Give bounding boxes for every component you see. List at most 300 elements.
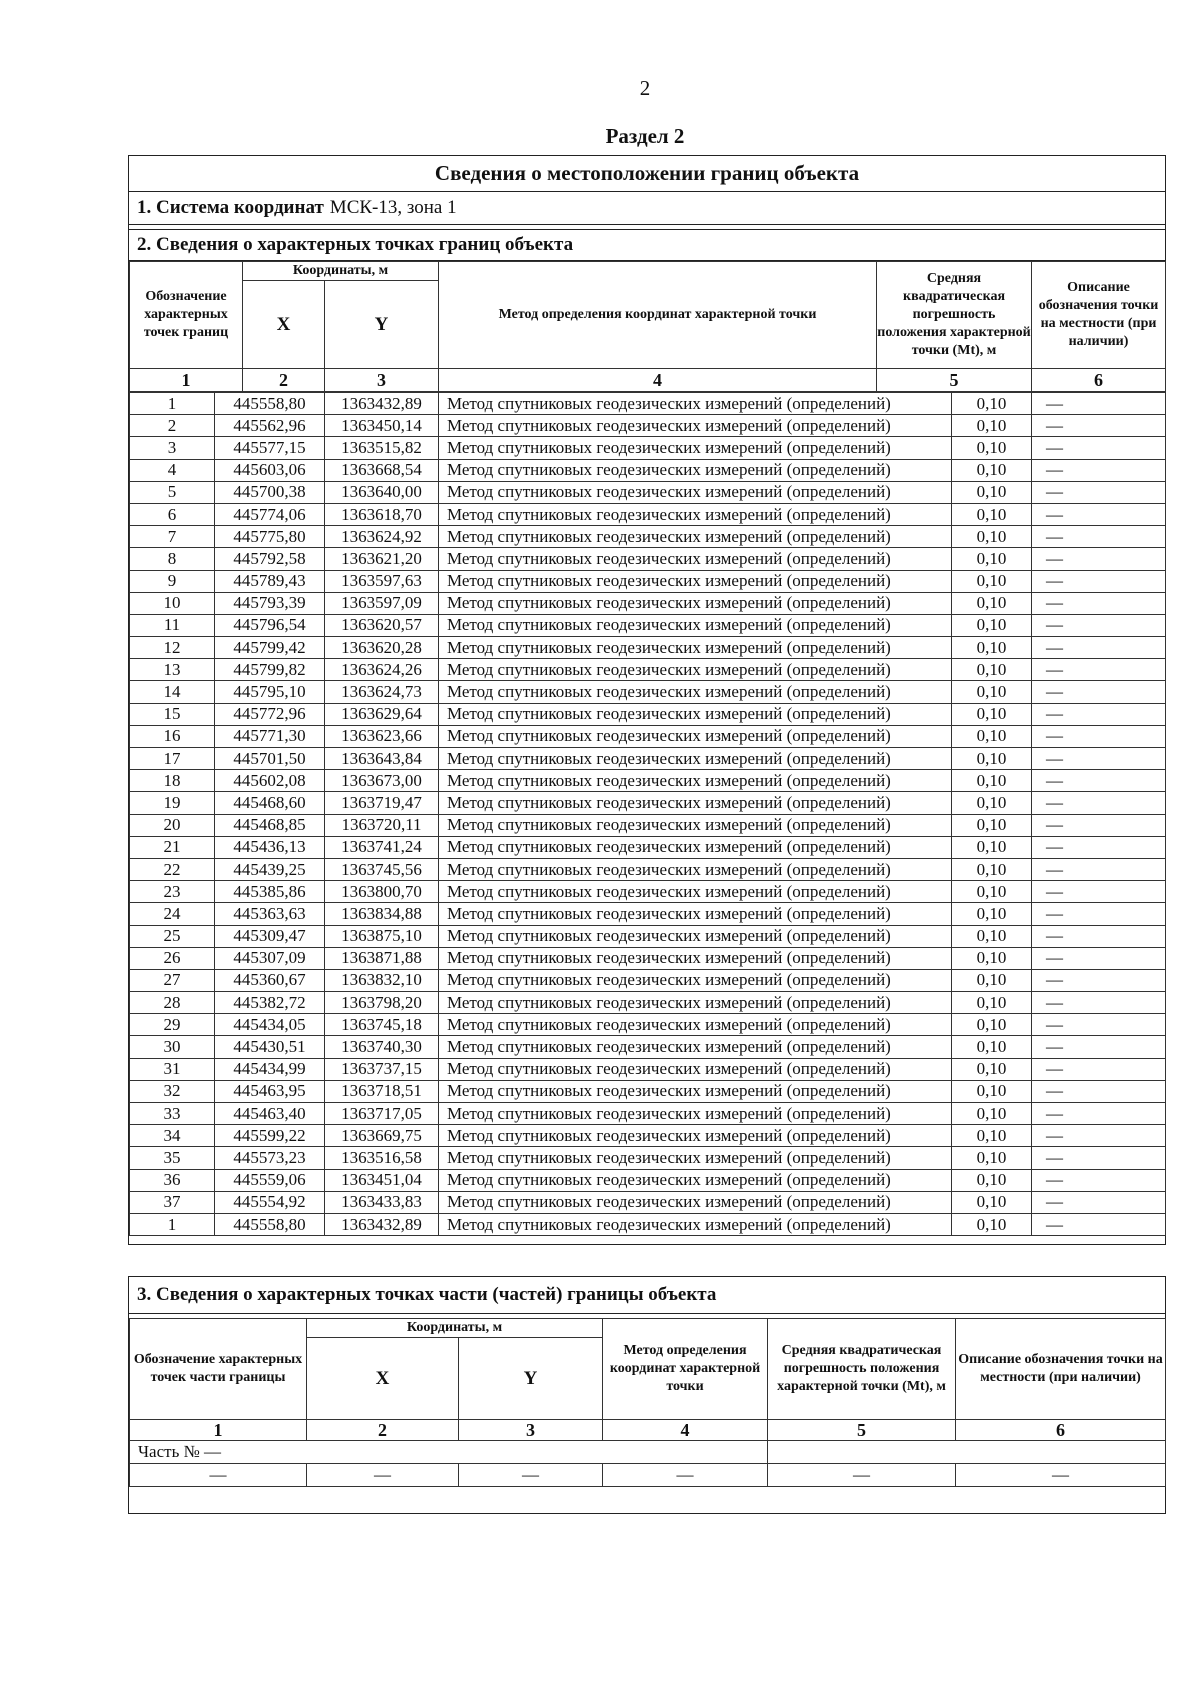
coord-y: 1363834,88 — [325, 903, 439, 925]
description-cell: — — [1032, 947, 1166, 969]
point-number: 26 — [130, 947, 215, 969]
header-method: Метод определения координат характерной точки — [439, 262, 877, 369]
coord-y: 1363745,18 — [325, 1014, 439, 1036]
coord-y: 1363621,20 — [325, 548, 439, 570]
table-row — [130, 659, 1166, 681]
coord-x: 445701,50 — [215, 748, 325, 770]
error-cell: 0,10 — [952, 503, 1032, 525]
table-row — [130, 1058, 1166, 1080]
error-cell: 0,10 — [952, 1058, 1032, 1080]
coord-x: 445774,06 — [215, 503, 325, 525]
table-row — [130, 503, 1166, 525]
coord-x: 445603,06 — [215, 459, 325, 481]
description-cell: — — [1032, 836, 1166, 858]
coord-system-line — [129, 192, 1165, 225]
page-number: 2 — [639, 76, 651, 100]
coord-y: 1363720,11 — [325, 814, 439, 836]
description-cell: — — [1032, 1191, 1166, 1213]
method-cell: Метод спутниковых геодезических измерений (определений) — [439, 1191, 952, 1213]
table-row — [130, 1169, 1166, 1191]
table-row — [130, 903, 1166, 925]
coord-y: 1363741,24 — [325, 836, 439, 858]
table-row — [130, 1147, 1166, 1169]
parts-dash-cell: — — [603, 1464, 768, 1487]
coord-y: 1363450,14 — [325, 415, 439, 437]
error-cell: 0,10 — [952, 725, 1032, 747]
coord-y: 1363432,89 — [325, 1213, 439, 1235]
description-cell: — — [1032, 437, 1166, 459]
error-cell: 0,10 — [952, 437, 1032, 459]
point-number: 1 — [130, 1213, 215, 1235]
point-number: 13 — [130, 659, 215, 681]
point-number: 15 — [130, 703, 215, 725]
coord-y: 1363717,05 — [325, 1103, 439, 1125]
table-row — [130, 1213, 1166, 1235]
table-row — [130, 393, 1166, 415]
method-cell: Метод спутниковых геодезических измерений (определений) — [439, 503, 952, 525]
point-number: 21 — [130, 836, 215, 858]
error-cell: 0,10 — [952, 1191, 1032, 1213]
description-cell: — — [1032, 570, 1166, 592]
points-table-body — [130, 393, 1166, 1236]
point-number: 25 — [130, 925, 215, 947]
description-cell: — — [1032, 725, 1166, 747]
point-number: 19 — [130, 792, 215, 814]
method-cell: Метод спутниковых геодезических измерений (определений) — [439, 792, 952, 814]
point-number: 10 — [130, 592, 215, 614]
parts-col-number: 1 — [130, 1420, 307, 1441]
parts-dash-cell: — — [130, 1464, 307, 1487]
description-cell: — — [1032, 703, 1166, 725]
coord-x: 445363,63 — [215, 903, 325, 925]
parts-col-number: 6 — [956, 1420, 1166, 1441]
table-row — [130, 415, 1166, 437]
error-cell: 0,10 — [952, 925, 1032, 947]
points-table-header — [129, 261, 1166, 392]
coord-y: 1363516,58 — [325, 1147, 439, 1169]
description-cell: — — [1032, 481, 1166, 503]
point-number: 20 — [130, 814, 215, 836]
method-cell: Метод спутниковых геодезических измерений (определений) — [439, 1036, 952, 1058]
coord-x: 445577,15 — [215, 437, 325, 459]
error-cell: 0,10 — [952, 459, 1032, 481]
coord-y: 1363871,88 — [325, 947, 439, 969]
coord-x: 445309,47 — [215, 925, 325, 947]
coord-x: 445793,39 — [215, 592, 325, 614]
coord-y: 1363623,66 — [325, 725, 439, 747]
coord-y: 1363740,30 — [325, 1036, 439, 1058]
error-cell: 0,10 — [952, 792, 1032, 814]
section3-heading: 3. Сведения о характерных точках части (частей) границы объекта — [129, 1277, 1165, 1314]
coord-x: 445799,42 — [215, 637, 325, 659]
header-description: Описание обозначения точки на местности (при наличии) — [1032, 262, 1166, 369]
coord-y: 1363745,56 — [325, 858, 439, 880]
parts-dash-cell: — — [459, 1464, 603, 1487]
method-cell: Метод спутниковых геодезических измерений (определений) — [439, 881, 952, 903]
description-cell: — — [1032, 770, 1166, 792]
coord-y: 1363832,10 — [325, 969, 439, 991]
point-number: 6 — [130, 503, 215, 525]
parts-header-y: Y — [459, 1338, 603, 1420]
description-cell: — — [1032, 1036, 1166, 1058]
point-number: 31 — [130, 1058, 215, 1080]
point-number: 17 — [130, 748, 215, 770]
point-number: 4 — [130, 459, 215, 481]
error-cell: 0,10 — [952, 858, 1032, 880]
point-number: 1 — [130, 393, 215, 415]
col-number: 2 — [243, 369, 325, 392]
table-row — [130, 881, 1166, 903]
section2-heading: 2. Сведения о характерных точках границ объекта — [129, 229, 1165, 261]
table-row — [130, 481, 1166, 503]
table-row — [130, 814, 1166, 836]
method-cell: Метод спутниковых геодезических измерений (определений) — [439, 592, 952, 614]
table-row — [130, 858, 1166, 880]
error-cell: 0,10 — [952, 570, 1032, 592]
col-number: 1 — [130, 369, 243, 392]
method-cell: Метод спутниковых геодезических измерений (определений) — [439, 814, 952, 836]
coord-x: 445385,86 — [215, 881, 325, 903]
method-cell: Метод спутниковых геодезических измерений (определений) — [439, 637, 952, 659]
coord-y: 1363640,00 — [325, 481, 439, 503]
table-row — [130, 725, 1166, 747]
point-number: 8 — [130, 548, 215, 570]
table-row — [130, 592, 1166, 614]
header-x: X — [243, 281, 325, 369]
table-row — [130, 925, 1166, 947]
point-number: 23 — [130, 881, 215, 903]
coord-x: 445468,85 — [215, 814, 325, 836]
coord-x: 445307,09 — [215, 947, 325, 969]
table-row — [130, 947, 1166, 969]
coord-x: 445382,72 — [215, 992, 325, 1014]
coord-system-value: МСК-13, зона 1 — [329, 197, 457, 218]
point-number: 37 — [130, 1191, 215, 1213]
parts-dash-cell: — — [956, 1464, 1166, 1487]
coord-x: 445599,22 — [215, 1125, 325, 1147]
frame-title: Сведения о местоположении границ объекта — [129, 156, 1165, 192]
table-row — [130, 1103, 1166, 1125]
method-cell: Метод спутниковых геодезических измерений (определений) — [439, 526, 952, 548]
point-number: 34 — [130, 1125, 215, 1147]
method-cell: Метод спутниковых геодезических измерений (определений) — [439, 770, 952, 792]
header-error: Средняя квадратическая погрешность положения характерной точки (Mt), м — [877, 262, 1032, 369]
part-label-empty — [768, 1441, 1166, 1464]
parts-col-number: 4 — [603, 1420, 768, 1441]
error-cell: 0,10 — [952, 548, 1032, 570]
point-number: 27 — [130, 969, 215, 991]
description-cell: — — [1032, 1147, 1166, 1169]
table-row — [130, 792, 1166, 814]
table-row — [130, 969, 1166, 991]
error-cell: 0,10 — [952, 969, 1032, 991]
table-row — [130, 614, 1166, 636]
method-cell: Метод спутниковых геодезических измерений (определений) — [439, 614, 952, 636]
parts-dash-cell: — — [768, 1464, 956, 1487]
point-number: 9 — [130, 570, 215, 592]
coord-x: 445771,30 — [215, 725, 325, 747]
method-cell: Метод спутниковых геодезических измерений (определений) — [439, 969, 952, 991]
coord-y: 1363673,00 — [325, 770, 439, 792]
table-row — [130, 703, 1166, 725]
header-designation: Обозначение характерных точек границ — [130, 262, 243, 369]
method-cell: Метод спутниковых геодезических измерений (определений) — [439, 393, 952, 415]
parts-col-number: 5 — [768, 1420, 956, 1441]
coord-y: 1363597,09 — [325, 592, 439, 614]
table-row — [130, 1014, 1166, 1036]
point-number: 16 — [130, 725, 215, 747]
description-cell: — — [1032, 1103, 1166, 1125]
point-number: 2 — [130, 415, 215, 437]
error-cell: 0,10 — [952, 393, 1032, 415]
method-cell: Метод спутниковых геодезических измерений (определений) — [439, 748, 952, 770]
method-cell: Метод спутниковых геодезических измерений (определений) — [439, 681, 952, 703]
table-row — [130, 1036, 1166, 1058]
coord-y: 1363737,15 — [325, 1058, 439, 1080]
point-number: 29 — [130, 1014, 215, 1036]
description-cell: — — [1032, 925, 1166, 947]
coord-x: 445573,23 — [215, 1147, 325, 1169]
parts-table — [129, 1318, 1166, 1487]
table-row — [130, 1191, 1166, 1213]
method-cell: Метод спутниковых геодезических измерений (определений) — [439, 415, 952, 437]
table-row — [130, 459, 1166, 481]
coord-x: 445562,96 — [215, 415, 325, 437]
method-cell: Метод спутниковых геодезических измерений (определений) — [439, 437, 952, 459]
description-cell: — — [1032, 1169, 1166, 1191]
error-cell: 0,10 — [952, 814, 1032, 836]
error-cell: 0,10 — [952, 1014, 1032, 1036]
coord-x: 445775,80 — [215, 526, 325, 548]
section-title: Раздел 2 — [605, 124, 685, 148]
table-row — [130, 836, 1166, 858]
coord-x: 445463,40 — [215, 1103, 325, 1125]
coord-y: 1363669,75 — [325, 1125, 439, 1147]
table-row — [130, 748, 1166, 770]
coord-y: 1363515,82 — [325, 437, 439, 459]
method-cell: Метод спутниковых геодезических измерений (определений) — [439, 1014, 952, 1036]
coord-y: 1363719,47 — [325, 792, 439, 814]
description-cell: — — [1032, 415, 1166, 437]
coord-y: 1363668,54 — [325, 459, 439, 481]
col-number: 5 — [877, 369, 1032, 392]
coord-y: 1363620,28 — [325, 637, 439, 659]
method-cell: Метод спутниковых геодезических измерений (определений) — [439, 947, 952, 969]
coord-y: 1363432,89 — [325, 393, 439, 415]
coord-x: 445799,82 — [215, 659, 325, 681]
coord-y: 1363624,73 — [325, 681, 439, 703]
table-row — [130, 437, 1166, 459]
col-number: 3 — [325, 369, 439, 392]
description-cell: — — [1032, 992, 1166, 1014]
error-cell: 0,10 — [952, 614, 1032, 636]
coord-x: 445360,67 — [215, 969, 325, 991]
coord-x: 445434,05 — [215, 1014, 325, 1036]
description-cell: — — [1032, 1213, 1166, 1235]
description-cell: — — [1032, 681, 1166, 703]
coord-y: 1363629,64 — [325, 703, 439, 725]
point-number: 7 — [130, 526, 215, 548]
coord-x: 445789,43 — [215, 570, 325, 592]
table-row — [130, 548, 1166, 570]
col-number: 4 — [439, 369, 877, 392]
point-number: 14 — [130, 681, 215, 703]
error-cell: 0,10 — [952, 659, 1032, 681]
description-cell: — — [1032, 393, 1166, 415]
point-number: 18 — [130, 770, 215, 792]
coord-y: 1363875,10 — [325, 925, 439, 947]
point-number: 3 — [130, 437, 215, 459]
description-cell: — — [1032, 548, 1166, 570]
coord-x: 445434,99 — [215, 1058, 325, 1080]
coord-x: 445463,95 — [215, 1080, 325, 1102]
coord-x: 445602,08 — [215, 770, 325, 792]
table-row — [130, 1080, 1166, 1102]
method-cell: Метод спутниковых геодезических измерений (определений) — [439, 858, 952, 880]
method-cell: Метод спутниковых геодезических измерений (определений) — [439, 725, 952, 747]
table-row — [130, 526, 1166, 548]
error-cell: 0,10 — [952, 681, 1032, 703]
header-y: Y — [325, 281, 439, 369]
coord-x: 445792,58 — [215, 548, 325, 570]
description-cell: — — [1032, 1125, 1166, 1147]
description-cell: — — [1032, 903, 1166, 925]
method-cell: Метод спутниковых геодезических измерений (определений) — [439, 481, 952, 503]
coord-y: 1363597,63 — [325, 570, 439, 592]
description-cell: — — [1032, 1014, 1166, 1036]
table-row — [130, 992, 1166, 1014]
header-coordinates: Координаты, м — [243, 262, 439, 281]
error-cell: 0,10 — [952, 1169, 1032, 1191]
method-cell: Метод спутниковых геодезических измерений (определений) — [439, 1058, 952, 1080]
table-row — [130, 570, 1166, 592]
description-cell: — — [1032, 748, 1166, 770]
parts-header-x: X — [307, 1338, 459, 1420]
table-row — [130, 770, 1166, 792]
description-cell: — — [1032, 459, 1166, 481]
description-cell: — — [1032, 1058, 1166, 1080]
description-cell: — — [1032, 881, 1166, 903]
error-cell: 0,10 — [952, 1103, 1032, 1125]
description-cell: — — [1032, 792, 1166, 814]
coord-x: 445468,60 — [215, 792, 325, 814]
point-number: 24 — [130, 903, 215, 925]
coord-system-label: 1. Система координат — [137, 197, 324, 218]
method-cell: Метод спутниковых геодезических измерений (определений) — [439, 1103, 952, 1125]
parts-header-method: Метод определения координат характерной точки — [603, 1319, 768, 1420]
description-cell: — — [1032, 503, 1166, 525]
coord-y: 1363798,20 — [325, 992, 439, 1014]
method-cell: Метод спутниковых геодезических измерений (определений) — [439, 548, 952, 570]
parts-header-error: Средняя квадратическая погрешность положения характерной точки (Mt), м — [768, 1319, 956, 1420]
coord-y: 1363620,57 — [325, 614, 439, 636]
parts-dash-cell: — — [307, 1464, 459, 1487]
description-cell: — — [1032, 592, 1166, 614]
point-number: 12 — [130, 637, 215, 659]
error-cell: 0,10 — [952, 526, 1032, 548]
parts-header-designation: Обозначение характерных точек части границы — [130, 1319, 307, 1420]
error-cell: 0,10 — [952, 1036, 1032, 1058]
error-cell: 0,10 — [952, 1147, 1032, 1169]
coord-x: 445796,54 — [215, 614, 325, 636]
description-cell: — — [1032, 969, 1166, 991]
coord-x: 445559,06 — [215, 1169, 325, 1191]
coord-y: 1363433,83 — [325, 1191, 439, 1213]
coord-y: 1363624,26 — [325, 659, 439, 681]
table-row — [130, 681, 1166, 703]
point-number: 33 — [130, 1103, 215, 1125]
point-number: 30 — [130, 1036, 215, 1058]
coord-y: 1363624,92 — [325, 526, 439, 548]
point-number: 32 — [130, 1080, 215, 1102]
point-number: 11 — [130, 614, 215, 636]
method-cell: Метод спутниковых геодезических измерений (определений) — [439, 1080, 952, 1102]
coord-y: 1363451,04 — [325, 1169, 439, 1191]
description-cell: — — [1032, 1080, 1166, 1102]
method-cell: Метод спутниковых геодезических измерений (определений) — [439, 1169, 952, 1191]
points-table — [129, 392, 1166, 1236]
error-cell: 0,10 — [952, 748, 1032, 770]
error-cell: 0,10 — [952, 703, 1032, 725]
point-number: 35 — [130, 1147, 215, 1169]
point-number: 28 — [130, 992, 215, 1014]
col-number: 6 — [1032, 369, 1166, 392]
error-cell: 0,10 — [952, 1213, 1032, 1235]
coord-y: 1363643,84 — [325, 748, 439, 770]
coord-y: 1363718,51 — [325, 1080, 439, 1102]
parts-col-number: 2 — [307, 1420, 459, 1441]
description-cell: — — [1032, 814, 1166, 836]
point-number: 5 — [130, 481, 215, 503]
table-row — [130, 637, 1166, 659]
parts-col-number: 3 — [459, 1420, 603, 1441]
coord-y: 1363800,70 — [325, 881, 439, 903]
coord-x: 445430,51 — [215, 1036, 325, 1058]
boundary-info-frame — [128, 155, 1166, 1245]
coord-x: 445558,80 — [215, 1213, 325, 1235]
method-cell: Метод спутниковых геодезических измерений (определений) — [439, 836, 952, 858]
method-cell: Метод спутниковых геодезических измерений (определений) — [439, 659, 952, 681]
error-cell: 0,10 — [952, 637, 1032, 659]
description-cell: — — [1032, 637, 1166, 659]
error-cell: 0,10 — [952, 903, 1032, 925]
method-cell: Метод спутниковых геодезических измерений (определений) — [439, 459, 952, 481]
description-cell: — — [1032, 858, 1166, 880]
method-cell: Метод спутниковых геодезических измерений (определений) — [439, 1147, 952, 1169]
parts-info-frame — [128, 1276, 1166, 1514]
point-number: 22 — [130, 858, 215, 880]
error-cell: 0,10 — [952, 1080, 1032, 1102]
point-number: 36 — [130, 1169, 215, 1191]
description-cell: — — [1032, 614, 1166, 636]
coord-x: 445436,13 — [215, 836, 325, 858]
error-cell: 0,10 — [952, 992, 1032, 1014]
method-cell: Метод спутниковых геодезических измерений (определений) — [439, 992, 952, 1014]
coord-x: 445439,25 — [215, 858, 325, 880]
method-cell: Метод спутниковых геодезических измерений (определений) — [439, 703, 952, 725]
description-cell: — — [1032, 659, 1166, 681]
coord-x: 445700,38 — [215, 481, 325, 503]
method-cell: Метод спутниковых геодезических измерений (определений) — [439, 1213, 952, 1235]
error-cell: 0,10 — [952, 481, 1032, 503]
method-cell: Метод спутниковых геодезических измерений (определений) — [439, 570, 952, 592]
error-cell: 0,10 — [952, 947, 1032, 969]
error-cell: 0,10 — [952, 415, 1032, 437]
coord-x: 445772,96 — [215, 703, 325, 725]
error-cell: 0,10 — [952, 881, 1032, 903]
method-cell: Метод спутниковых геодезических измерений (определений) — [439, 925, 952, 947]
error-cell: 0,10 — [952, 836, 1032, 858]
